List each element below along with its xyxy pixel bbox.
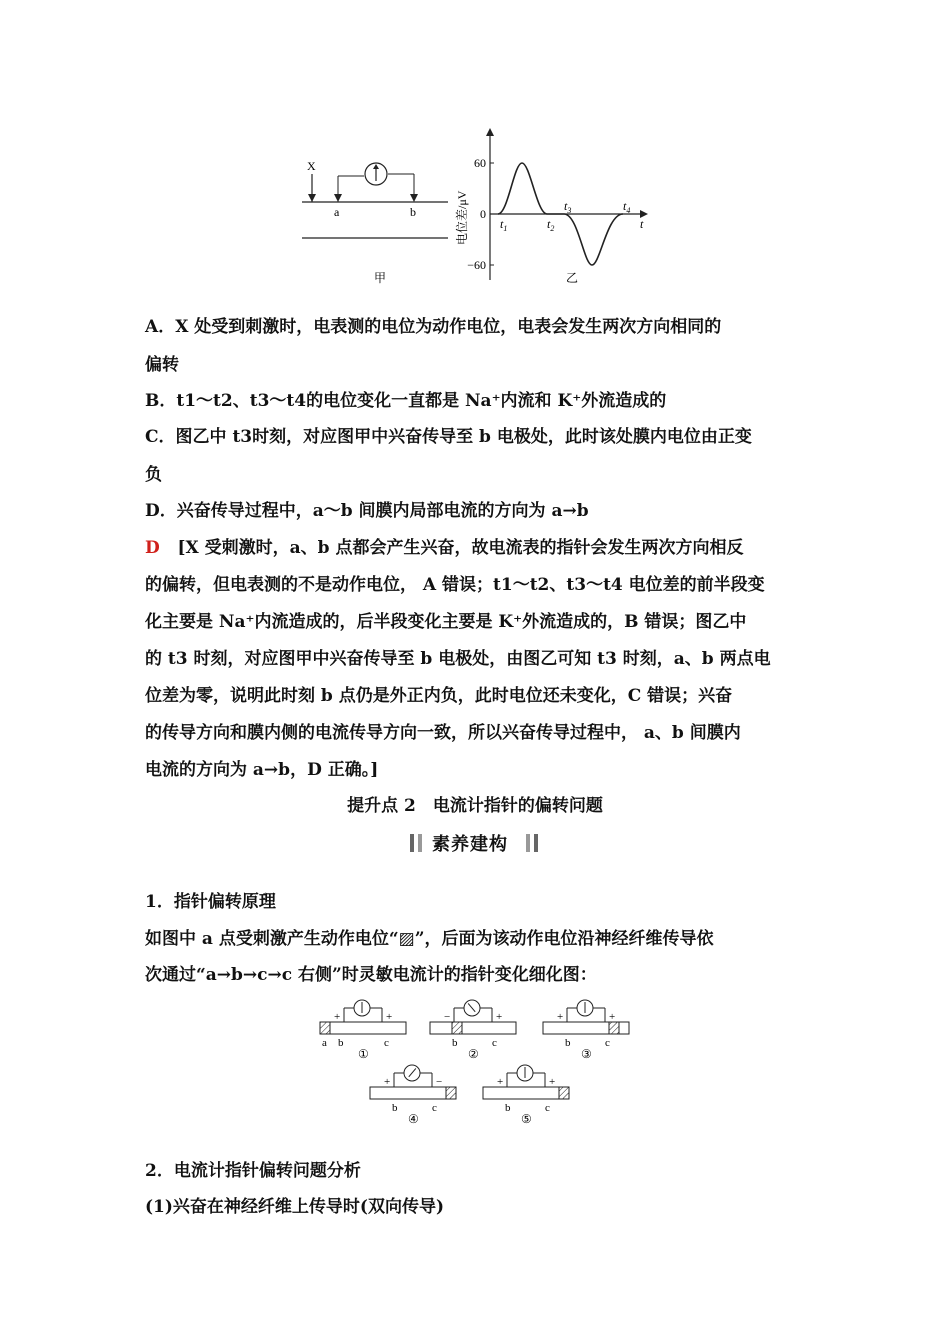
section-banner bbox=[408, 830, 544, 856]
mini-diagram bbox=[543, 1000, 629, 1061]
answer-text1: [X 受刺激时，a、b 点都会产生兴奋，故电流表的指针会发生两次方向相反 bbox=[177, 538, 744, 558]
electrode-label: b bbox=[505, 1102, 511, 1114]
t-axis-label: t bbox=[640, 217, 644, 231]
mini-diagram bbox=[320, 1000, 406, 1061]
answer-line4: 的 t3 时刻，对应图甲中兴奋传导至 b 电极处，由图乙可知 t3 时刻，a、b 两点电 bbox=[145, 649, 771, 669]
t-axis-label: $t_2$ bbox=[547, 217, 555, 233]
analysis-sub1: (1)兴奋在神经纤维上传导时(双向传导) bbox=[145, 1197, 445, 1217]
y-tick-label: 60 bbox=[474, 156, 486, 170]
electrode-label: c bbox=[384, 1037, 389, 1049]
option-d: D．兴奋传导过程中，a～b 间膜内局部电流的方向为 a→b bbox=[145, 501, 589, 521]
left-electrode-sign: − bbox=[444, 1011, 451, 1023]
t-axis-label: $t_3$ bbox=[564, 199, 572, 215]
electrode-label: b bbox=[452, 1037, 458, 1049]
t-axis-label: $t_1$ bbox=[500, 217, 508, 233]
y-tick-label: −60 bbox=[467, 258, 486, 272]
electrode-label: b bbox=[392, 1102, 398, 1114]
principle-text1: 如图中 a 点受刺激产生动作电位“▨”，后面为该动作电位沿神经纤维传导依 bbox=[145, 929, 714, 949]
diagram-number: ③ bbox=[581, 1047, 592, 1061]
banner-text: 素养建构 bbox=[432, 834, 508, 855]
figure-jia bbox=[290, 130, 460, 290]
left-electrode-sign: + bbox=[497, 1076, 504, 1088]
right-electrode-sign: − bbox=[436, 1076, 443, 1088]
electrode-label: b bbox=[338, 1037, 344, 1049]
answer-line5: 位差为零，说明此时刻 b 点仍是外正内负，此时电位还未变化，C 错误；兴奋 bbox=[145, 686, 733, 706]
electrode-label: c bbox=[545, 1102, 550, 1114]
figure-yi-chart bbox=[450, 120, 660, 290]
mini-diagram bbox=[483, 1065, 569, 1126]
left-electrode-sign: + bbox=[557, 1011, 564, 1023]
option-c-line1: C．图乙中 t3时刻，对应图甲中兴奋传导至 b 电极处，此时该处膜内电位由正变 bbox=[145, 427, 752, 447]
action-potential-region bbox=[446, 1087, 456, 1099]
electrode-label: a bbox=[322, 1037, 327, 1049]
option-a-line1: A．X 处受到刺激时，电表测的电位为动作电位，电表会发生两次方向相同的 bbox=[145, 317, 722, 337]
heading-analysis: 2．电流计指针偏转问题分析 bbox=[145, 1161, 361, 1181]
right-electrode-sign: + bbox=[549, 1076, 556, 1088]
answer-line3: 化主要是 Na⁺内流造成的，后半段变化主要是 K⁺外流造成的，B 错误；图乙中 bbox=[145, 612, 747, 632]
answer-line1 bbox=[145, 533, 744, 558]
electrode-label: b bbox=[565, 1037, 571, 1049]
electrode-a-label: a bbox=[334, 205, 340, 219]
answer-line2: 的偏转，但电表测的不是动作电位， A 错误；t1～t2、t3～t4 电位差的前半段变 bbox=[145, 575, 765, 595]
right-electrode-sign: + bbox=[496, 1011, 503, 1023]
t-axis-label: $t_4$ bbox=[623, 199, 631, 215]
caption-jia: 甲 bbox=[374, 271, 387, 285]
y-axis-label: 电位差/μV bbox=[455, 190, 469, 245]
electrode-b-label: b bbox=[410, 205, 416, 219]
y-tick-label: 0 bbox=[480, 207, 486, 221]
answer-letter: D bbox=[145, 538, 160, 558]
diagram-number: ② bbox=[468, 1047, 479, 1061]
option-a-line2: 偏转 bbox=[145, 355, 179, 375]
electrode-label: c bbox=[492, 1037, 497, 1049]
action-potential-region bbox=[320, 1022, 330, 1034]
right-electrode-sign: + bbox=[386, 1011, 393, 1023]
answer-line7: 电流的方向为 a→b，D 正确。] bbox=[145, 760, 379, 780]
action-potential-region bbox=[452, 1022, 462, 1034]
right-electrode-sign: + bbox=[609, 1011, 616, 1023]
option-c-line2: 负 bbox=[145, 465, 162, 485]
principle-text2: 次通过“a→b→c→c 右侧”时灵敏电流计的指针变化细化图： bbox=[145, 965, 597, 985]
mini-diagram bbox=[430, 1000, 516, 1061]
left-electrode-sign: + bbox=[334, 1011, 341, 1023]
heading-principle: 1．指针偏转原理 bbox=[145, 892, 276, 912]
diagram-number: ⑤ bbox=[521, 1112, 532, 1126]
pointer-deflection-diagrams bbox=[300, 995, 650, 1135]
electrode-label: c bbox=[432, 1102, 437, 1114]
answer-line6: 的传导方向和膜内侧的电流传导方向一致，所以兴奋传导过程中， a、b 间膜内 bbox=[145, 723, 741, 743]
left-electrode-sign: + bbox=[384, 1076, 391, 1088]
action-potential-region bbox=[559, 1087, 569, 1099]
electrode-label: c bbox=[605, 1037, 610, 1049]
caption-yi: 乙 bbox=[566, 271, 579, 285]
option-b: B．t1～t2、t3～t4的电位变化一直都是 Na⁺内流和 K⁺外流造成的 bbox=[145, 391, 667, 411]
action-potential-region bbox=[609, 1022, 619, 1034]
section-title: 提升点 2 电流计指针的偏转问题 bbox=[347, 796, 603, 816]
diagram-number: ④ bbox=[408, 1112, 419, 1126]
stimulus-x-label: X bbox=[307, 159, 316, 173]
mini-diagram bbox=[370, 1065, 456, 1126]
diagram-number: ① bbox=[358, 1047, 369, 1061]
